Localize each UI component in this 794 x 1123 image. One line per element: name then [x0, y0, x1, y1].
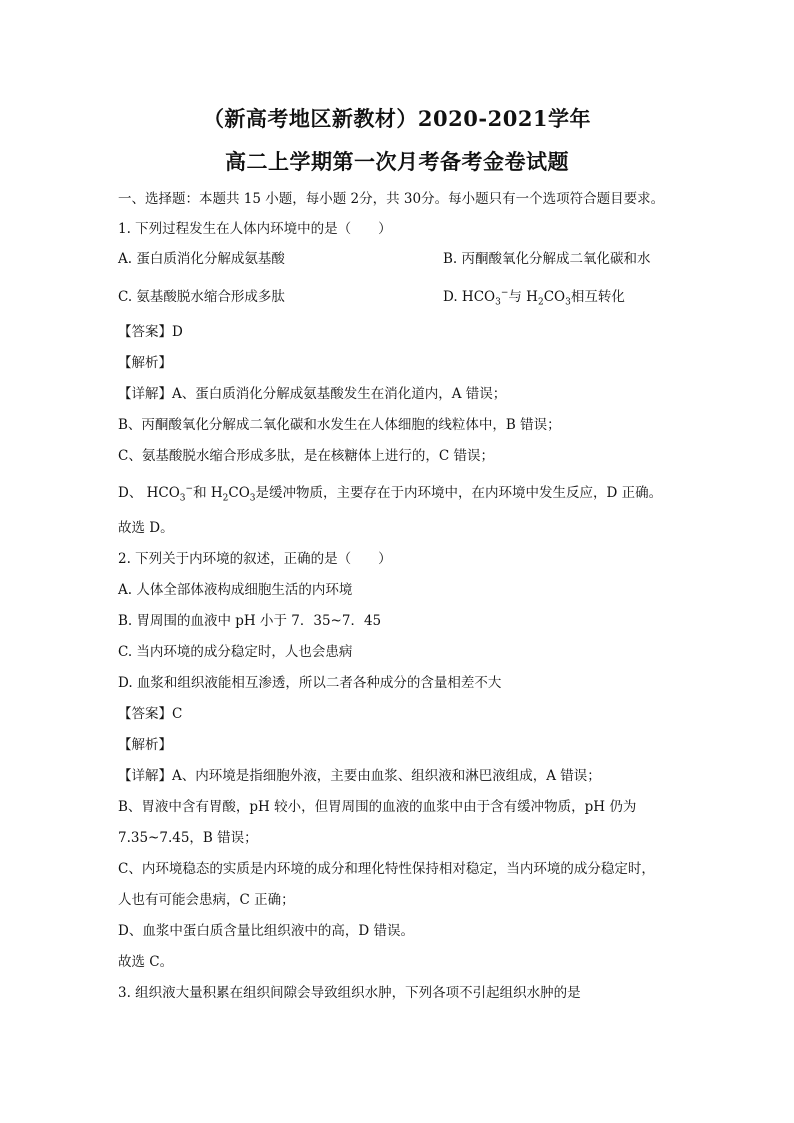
question-2-detail: 人也有可能会患病，C 正确； [118, 892, 295, 908]
option-d-end: 相互转化 [570, 289, 625, 305]
subscript: 3 [249, 493, 256, 504]
question-1-option-d [443, 288, 625, 306]
question-2-detail: D、血浆中蛋白质含量比组织液中的高，D 错误。 [118, 923, 414, 939]
question-1-stem: 1. 下列过程发生在人体内环境中的是（ ） [118, 221, 392, 237]
detail-d-tail: CO [228, 485, 250, 501]
detail-d-mid: 和 H [193, 485, 223, 501]
subscript: 3 [495, 297, 501, 308]
superscript: − [185, 483, 194, 494]
question-1-analysis-label: 【解析】 [118, 355, 172, 371]
superscript: − [500, 287, 509, 298]
question-2-detail: 【详解】A、内环境是指细胞外液，主要由血浆、组织液和淋巴液组成，A 错误； [118, 768, 601, 784]
question-3-stem: 3. 组织液大量积累在组织间隙会导致组织水肿，下列各项不引起组织水肿的是 [118, 985, 581, 1001]
question-2-detail: 7.35~7.45，B 错误； [118, 830, 258, 846]
question-2-option-d: D. 血浆和组织液能相互渗透，所以二者各种成分的含量相差不大 [118, 675, 502, 691]
question-1-option-c: C. 氨基酸脱水缩合形成多肽 [118, 289, 285, 305]
question-1-option-b: B. 丙酮酸氧化分解成二氧化碳和水 [443, 251, 651, 267]
question-2-answer: 【答案】C [118, 706, 183, 722]
question-1-option-a: A. 蛋白质消化分解成氨基酸 [118, 251, 285, 267]
subscript: 3 [565, 297, 571, 308]
document-title-line2: 高二上学期第一次月考备考金卷试题 [225, 149, 569, 174]
question-2-conclusion: 故选 C。 [118, 954, 174, 970]
question-1-detail: C、氨基酸脱水缩合形成多肽，是在核糖体上进行的，C 错误； [118, 448, 494, 464]
subscript: 3 [179, 493, 186, 504]
subscript: 2 [222, 493, 229, 504]
question-2-detail: C、内环境稳态的实质是内环境的成分和理化特性保持相对稳定，当内环境的成分稳定时， [118, 861, 655, 877]
detail-d-prefix: D、 HCO [118, 485, 180, 501]
question-2-option-b: B. 胃周围的血液中 pH 小于 7．35~7．45 [118, 613, 382, 629]
question-2-detail: B、胃液中含有胃酸，pH 较小，但胃周围的血液的血浆中由于含有缓冲物质，pH 仍为 [118, 799, 637, 815]
option-d-tail: CO [543, 289, 566, 305]
detail-d-end: 是缓冲物质，主要存在于内环境中，在内环境中发生反应，D 正确。 [255, 485, 663, 501]
question-2-stem: 2. 下列关于内环境的叙述，正确的是（ ） [118, 551, 392, 567]
document-title-line1: （新高考地区新教材）2020-2021学年 [202, 106, 592, 131]
question-1-detail: 【详解】A、蛋白质消化分解成氨基酸发生在消化道内，A 错误； [118, 386, 507, 402]
section-header: 一、选择题：本题共 15 小题，每小题 2分，共 30分。每小题只有一个选项符合题目要求。 [118, 191, 665, 207]
option-d-prefix: D. HCO [443, 289, 496, 305]
subscript: 2 [537, 297, 544, 308]
question-2-option-c: C. 当内环境的成分稳定时，人也会患病 [118, 644, 353, 660]
option-d-mid: 与 H [508, 289, 538, 305]
question-2-option-a: A. 人体全部体液构成细胞生活的内环境 [118, 582, 353, 598]
question-1-detail-d [118, 484, 662, 502]
question-1-answer: 【答案】D [118, 324, 183, 340]
question-1-conclusion: 故选 D。 [118, 520, 174, 536]
question-2-analysis-label: 【解析】 [118, 737, 172, 753]
question-1-detail: B、丙酮酸氧化分解成二氧化碳和水发生在人体细胞的线粒体中，B 错误； [118, 417, 561, 433]
